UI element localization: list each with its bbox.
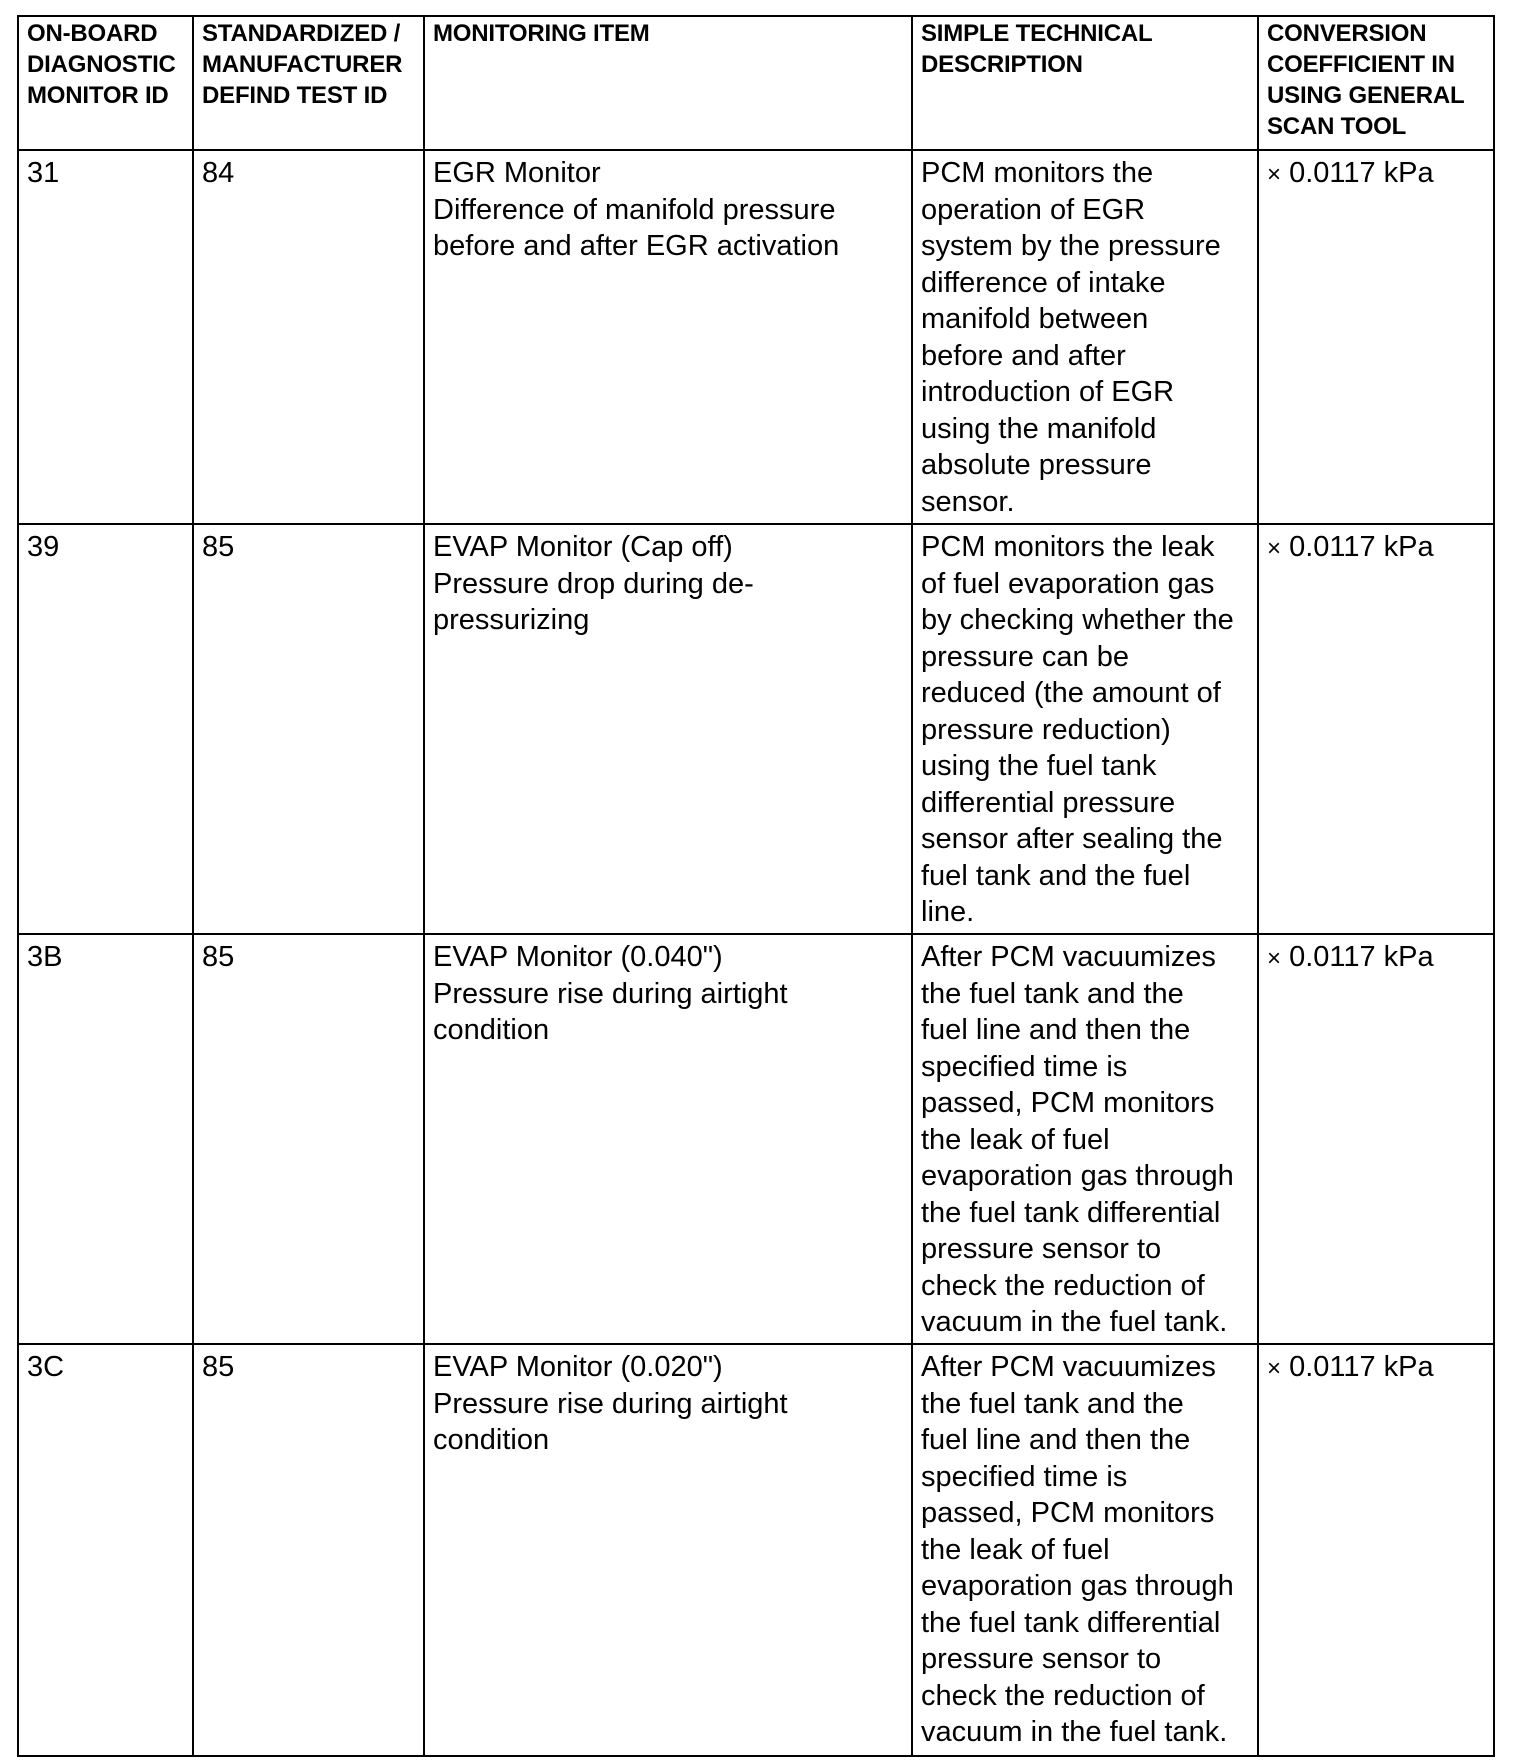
- item-name: EVAP Monitor (0.020"): [433, 1351, 723, 1383]
- cell-conversion: [1258, 524, 1494, 934]
- header-monitoring-item: MONITORING ITEM: [424, 16, 912, 150]
- obd-monitor-table: [17, 15, 1495, 1757]
- conversion-value: 0.0117 kPa: [1289, 1351, 1434, 1383]
- cell-monitoring-item: [424, 1344, 912, 1756]
- multiply-sign: ×: [1267, 535, 1282, 562]
- cell-monitoring-item: [424, 934, 912, 1344]
- cell-description: PCM monitors the operation of EGR system by the pressure difference of intake manifold between before and after introduction of EGR using the manifold absolute pressure sensor.: [912, 150, 1258, 524]
- cell-conversion: [1258, 1344, 1494, 1756]
- cell-description: After PCM vacuumizes the fuel tank and the fuel line and then the specified time is passed, PCM monitors the leak of fuel evaporation gas through the fuel tank differential pressure sensor to check the reduction of vacuum in the fuel tank.: [912, 934, 1258, 1344]
- cell-test-id: 85: [193, 934, 424, 1344]
- header-conversion: CONVERSION COEFFICIENT IN USING GENERAL SCAN TOOL: [1258, 16, 1494, 150]
- cell-test-id: 85: [193, 1344, 424, 1756]
- cell-test-id: 84: [193, 150, 424, 524]
- table-row: [18, 934, 1494, 1344]
- conversion-value: 0.0117 kPa: [1289, 941, 1434, 973]
- header-description: SIMPLE TECHNICAL DESCRIPTION: [912, 16, 1258, 150]
- cell-conversion: [1258, 150, 1494, 524]
- multiply-sign: ×: [1267, 161, 1282, 188]
- cell-monitor-id: 3B: [18, 934, 193, 1344]
- item-name: EGR Monitor: [433, 157, 601, 189]
- cell-description: PCM monitors the leak of fuel evaporation gas by checking whether the pressure can be reduced (the amount of pressure reduction) using the fuel tank differential pressure sensor after sealing the fuel tank and the fuel line.: [912, 524, 1258, 934]
- cell-description: After PCM vacuumizes the fuel tank and the fuel line and then the specified time is passed, PCM monitors the leak of fuel evaporation gas through the fuel tank differential pressure sensor to check the reduction of vacuum in the fuel tank.: [912, 1344, 1258, 1756]
- cell-monitor-id: 3C: [18, 1344, 193, 1756]
- item-name: EVAP Monitor (Cap off): [433, 531, 733, 563]
- table-row: [18, 150, 1494, 524]
- table-row: [18, 1344, 1494, 1756]
- cell-monitor-id: 39: [18, 524, 193, 934]
- header-row: [18, 16, 1494, 150]
- item-detail: Pressure rise during airtight condition: [433, 1387, 788, 1456]
- conversion-value: 0.0117 kPa: [1289, 531, 1434, 563]
- item-detail: Pressure rise during airtight condition: [433, 977, 788, 1046]
- item-detail: Pressure drop during de-pressurizing: [433, 567, 754, 636]
- cell-monitoring-item: [424, 150, 912, 524]
- cell-conversion: [1258, 934, 1494, 1344]
- item-detail: Difference of manifold pressure before and after EGR activation: [433, 193, 840, 262]
- cell-monitoring-item: [424, 524, 912, 934]
- item-name: EVAP Monitor (0.040"): [433, 941, 723, 973]
- multiply-sign: ×: [1267, 945, 1282, 972]
- multiply-sign: ×: [1267, 1355, 1282, 1382]
- table-row: [18, 524, 1494, 934]
- cell-test-id: 85: [193, 524, 424, 934]
- cell-monitor-id: 31: [18, 150, 193, 524]
- header-monitor-id: ON-BOARD DIAGNOSTIC MONITOR ID: [18, 16, 193, 150]
- conversion-value: 0.0117 kPa: [1289, 157, 1434, 189]
- header-test-id: STANDARDIZED / MANUFACTURER DEFIND TEST ID: [193, 16, 424, 150]
